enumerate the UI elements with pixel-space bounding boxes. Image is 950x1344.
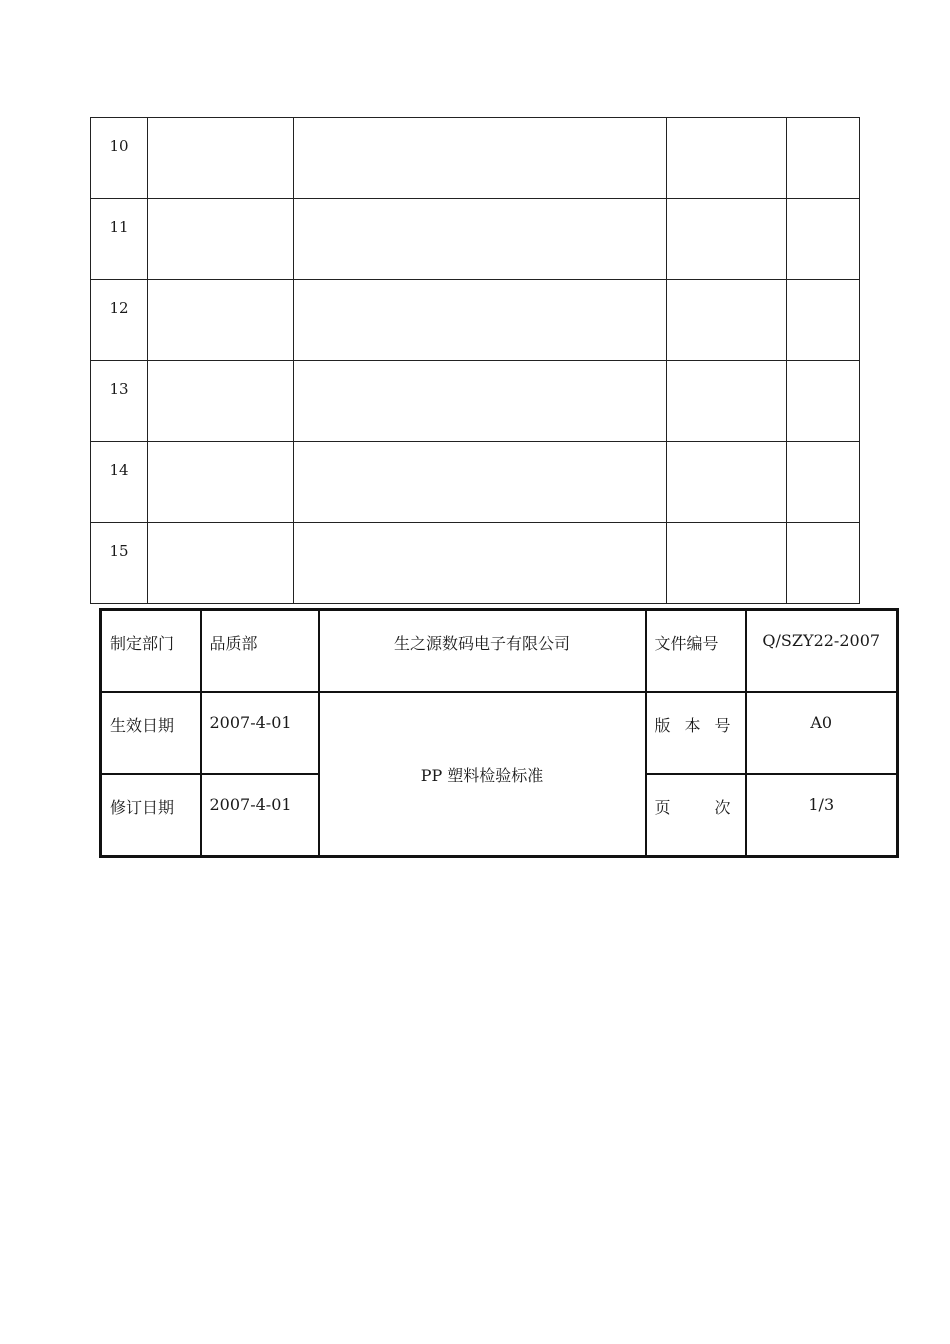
page-label-cell (646, 774, 746, 857)
page-value-cell (746, 774, 898, 857)
table-row (91, 523, 860, 604)
dept-label-cell (101, 610, 201, 693)
method-cell (667, 442, 787, 523)
item-cell (148, 280, 294, 361)
table-row (91, 442, 860, 523)
version-value: A0 (810, 713, 833, 732)
page-value: 1/3 (808, 795, 835, 814)
description-cell (294, 280, 667, 361)
row-number: 11 (91, 199, 148, 280)
table-row (91, 118, 860, 199)
version-label-cell (646, 692, 746, 774)
revision-label-cell (101, 774, 201, 857)
document-title: PP 塑料检验标准 (420, 765, 544, 785)
method-cell (667, 523, 787, 604)
revision-date-label: 修订日期 (110, 798, 175, 817)
remark-cell (787, 199, 860, 280)
description-cell (294, 199, 667, 280)
footer-row-effective (101, 692, 898, 774)
row-number: 15 (91, 523, 148, 604)
remark-cell (787, 280, 860, 361)
dept-value-cell (201, 610, 319, 693)
company-cell (319, 610, 646, 693)
remark-cell (787, 442, 860, 523)
revision-date-value: 2007-4-01 (209, 795, 292, 814)
table-row (91, 280, 860, 361)
remark-cell (787, 361, 860, 442)
method-cell (667, 280, 787, 361)
effective-label-cell (101, 692, 201, 774)
item-cell (148, 199, 294, 280)
dept-label: 制定部门 (110, 634, 175, 653)
document-control-block (99, 608, 899, 858)
row-number: 12 (91, 280, 148, 361)
effective-date-value: 2007-4-01 (209, 713, 292, 732)
dept-value: 品质部 (209, 634, 258, 653)
doc-no-value-cell (746, 610, 898, 693)
item-cell (148, 361, 294, 442)
method-cell (667, 118, 787, 199)
doc-no-value: Q/SZY22-2007 (762, 631, 881, 650)
document-title-cell (319, 692, 646, 857)
row-number: 10 (91, 118, 148, 199)
doc-no-label: 文件编号 (654, 634, 719, 653)
method-cell (667, 361, 787, 442)
company-name: 生之源数码电子有限公司 (393, 634, 570, 653)
effective-date-label: 生效日期 (110, 716, 175, 735)
description-cell (294, 118, 667, 199)
version-label: 版 本 号 (654, 716, 731, 735)
item-cell (148, 118, 294, 199)
remark-cell (787, 118, 860, 199)
inspection-items-table (90, 117, 860, 604)
doc-no-label-cell (646, 610, 746, 693)
revision-value-cell (201, 774, 319, 857)
effective-value-cell (201, 692, 319, 774)
row-number: 14 (91, 442, 148, 523)
method-cell (667, 199, 787, 280)
item-cell (148, 442, 294, 523)
table-row (91, 199, 860, 280)
description-cell (294, 442, 667, 523)
item-cell (148, 523, 294, 604)
description-cell (294, 361, 667, 442)
description-cell (294, 523, 667, 604)
remark-cell (787, 523, 860, 604)
footer-row-dept (101, 610, 898, 693)
version-value-cell (746, 692, 898, 774)
table-row (91, 361, 860, 442)
row-number: 13 (91, 361, 148, 442)
page-label: 页 次 (654, 798, 731, 817)
